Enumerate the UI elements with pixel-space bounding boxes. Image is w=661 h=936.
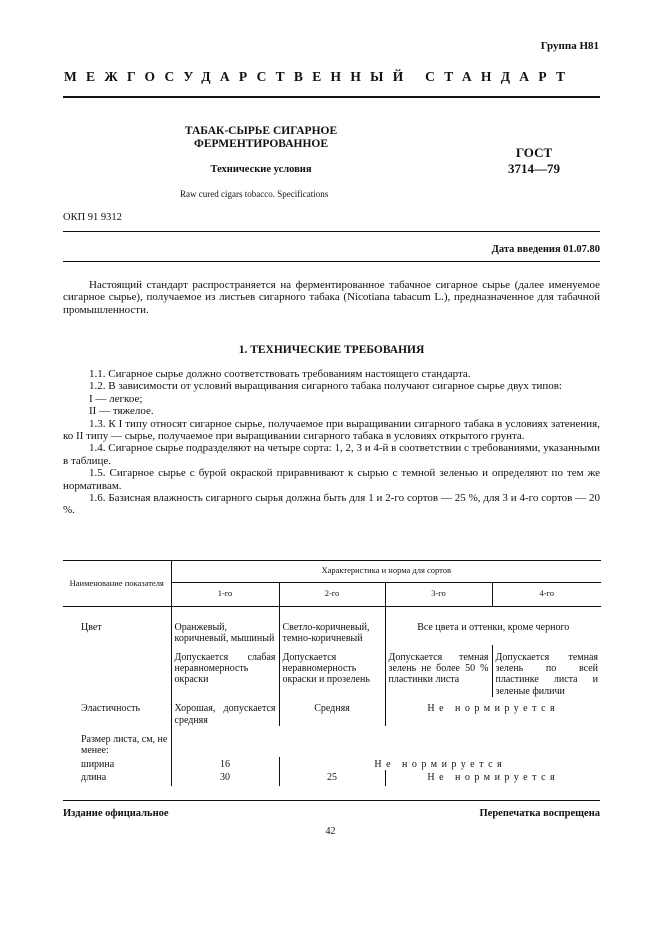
grade-4-header: 4-го [492,583,601,606]
header-rule [63,96,600,98]
clause-1-1: 1.1. Сигарное сырье должно соответствовать требованиям настоящего стандарта. [89,368,471,380]
cell: Допускается темная зелень по всей пластинке листа и зеленые филичи [492,645,601,698]
cell: 16 [171,757,279,770]
section-body [63,368,600,517]
cell: Допускается неравномерность окраски и прозелень [279,645,385,698]
cell: Не нормируется [385,770,601,785]
cell: Все цвета и оттенки, кроме черного [385,606,601,644]
doc-title-en: Raw cured cigars tobacco. Specifications [180,189,329,199]
cell: Светло-коричневый, темно-коричневый [279,606,385,644]
row-name: длина [81,772,107,784]
grade-2-header: 2-го [279,583,385,606]
row-name: Цвет [81,621,102,633]
table-row [63,645,601,698]
table-row [63,726,601,757]
type-2: II — тяжелое. [89,405,154,418]
table-row [63,770,601,785]
section-title: 1. ТЕХНИЧЕСКИЕ ТРЕБОВАНИЯ [238,344,425,356]
cell: Хорошая, допускается средняя [171,697,279,726]
page-number: 42 [325,826,336,837]
row-name: Эластичность [81,703,141,715]
cell: 25 [279,770,385,785]
col-name-header: Наименование показателя [63,561,171,607]
type-1: I — легкое; [89,392,143,405]
table-row [63,606,601,644]
intro-date: Дата введения 01.07.80 [491,244,600,255]
doc-title: ТАБАК-СЫРЬЕ СИГАРНОЕ ФЕРМЕНТИРОВАННОЕ [184,125,338,150]
table-row [63,697,601,726]
cell: Не нормируется [385,697,601,726]
col-group-header: Характеристика и норма для сортов [171,561,601,583]
clause-1-2: 1.2. В зависимости от условий выращивания сигарного табака получают сигарное сырье двух типов: [89,380,562,393]
cell: Допускается слабая неравномерность окраски [171,645,279,698]
cell: Средняя [279,697,385,726]
okp-rule [63,231,600,232]
grades-table [63,560,601,786]
clause-1-3: 1.3. К I типу относят сигарное сырье, получаемое при выращивании сигарного табака в условиях затенения, ко II типу — сырье, получаемое при выращивании сигарного табака в условиях открытого грунта. [63,417,600,443]
cell: Не нормируется [279,757,601,770]
row-name: Размер листа, см, не менее: [81,734,168,757]
footer-rule [63,800,600,801]
clause-1-4: 1.4. Сигарное сырье подразделяют на четыре сорта: 1, 2, 3 и 4-й в соответствии с требованиями, указанными в таблице. [63,442,600,467]
doc-subtitle: Технические условия [210,164,312,175]
cell: 30 [171,770,279,785]
gost-number: ГОСТ 3714—79 [508,145,560,176]
clause-1-6: 1.6. Базисная влажность сигарного сырья должна быть для 1 и 2-го сортов — 25 %, для 3 и 4-го сортов — 20 %. [63,492,600,517]
cell: Допускается темная зелень не более 50 % пластинки листа [385,645,492,698]
okp-code: ОКП 91 9312 [63,212,122,223]
official-edition: Издание официальное [63,808,169,819]
grade-1-header: 1-го [171,583,279,606]
reprint-prohibited: Перепечатка воспрещена [479,808,600,819]
date-rule [63,261,600,262]
group-label: Группа Н81 [540,40,599,52]
grade-3-header: 3-го [385,583,492,606]
row-name: ширина [81,758,115,770]
standard-type: МЕЖГОСУДАРСТВЕННЫЙ СТАНДАРТ [64,69,575,84]
table-row [63,757,601,770]
clause-1-5: 1.5. Сигарное сырье с бурой окраской приравнивают к сырью с темной зеленью и определяют по тем же нормативам. [63,467,600,492]
cell: Оранжевый, коричневый, мышиный [171,606,279,644]
intro-paragraph: Настоящий стандарт распространяется на ферментированное табачное сигарное сырье (далее именуемое сигарное сырье), получаемое из листьев сигарного табака (Nicotiana tabacum L.), предназначенное для табачной промышленности. [63,279,600,316]
